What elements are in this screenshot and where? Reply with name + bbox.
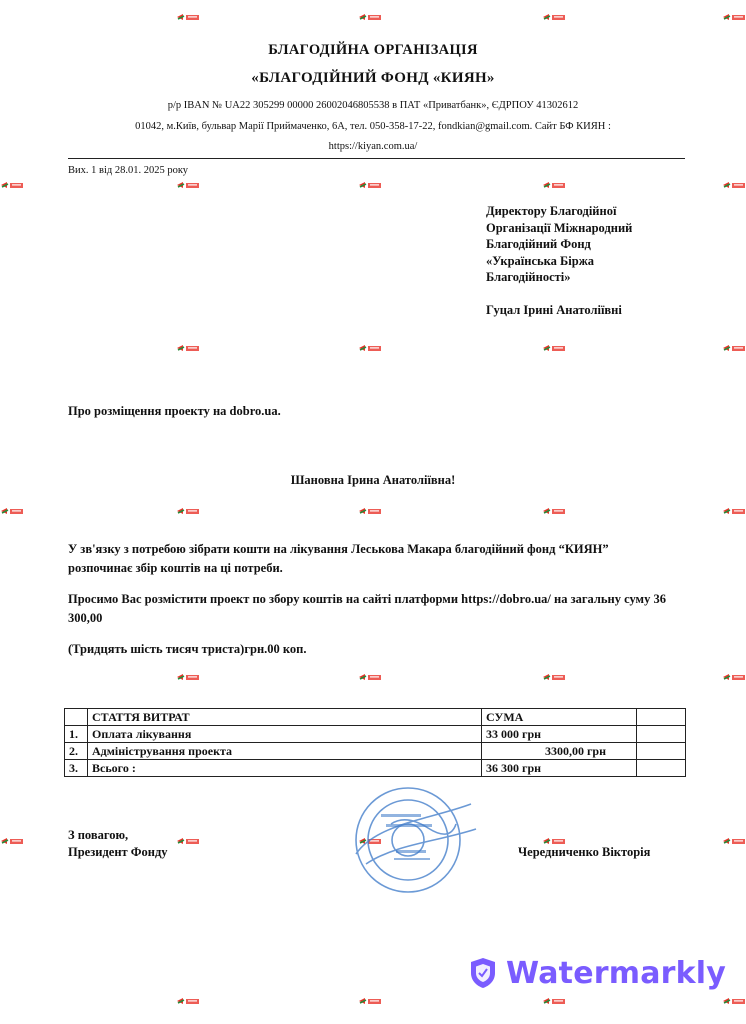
dobro-logo-icon [722,343,746,353]
dobro-logo-icon [176,836,200,846]
header-divider [68,158,685,159]
table-row [65,760,686,777]
table-row [65,743,686,760]
addressee-line: Директору Благодійної [486,204,617,218]
dobro-logo-icon [358,180,382,190]
addressee-name: Гуцал Ірині Анатоліївні [486,303,622,317]
table-row [65,726,686,743]
dobro-logo-icon [542,506,566,516]
dobro-logo-icon [0,836,24,846]
dobro-logo-icon [542,343,566,353]
dobro-logo-icon [722,836,746,846]
addressee-line: Благодійний Фонд [486,237,591,251]
dobro-logo-icon [722,180,746,190]
dobro-logo-icon [542,672,566,682]
dobro-logo-icon [176,180,200,190]
dobro-logo-icon [542,180,566,190]
row-number: 2. [65,743,88,760]
outgoing-number: Вих. 1 від 28.01. 2025 року [68,165,189,176]
dobro-logo-icon [358,672,382,682]
dobro-logo-icon [358,506,382,516]
dobro-logo-icon [542,996,566,1006]
row-item: Оплата лікування [88,726,482,743]
addressee-block [486,203,632,286]
addressee-line: Благодійності» [486,270,571,284]
address-contacts: 01042, м.Київ, бульвар Марії Приймаченко, 6А, тел. 050-358-17-22, fondkian@gmail.com. Сайт БФ КИЯН : [135,121,611,132]
table-header-item: СТАТТЯ ВИТРАТ [88,709,482,726]
table-cell [637,726,686,743]
table-cell [637,743,686,760]
dobro-logo-icon [176,996,200,1006]
row-sum: 33 000 грн [482,726,637,743]
body-paragraph-1: У зв'язку з потребою зібрати кошти на лікування Леськова Макара благодійний фонд “КИЯН” розпочинає збір коштів на ці потреби. [68,542,609,575]
fund-seal-icon [336,784,486,896]
shield-icon [468,956,498,990]
body-paragraph-3: (Тридцять шість тисяч триста)грн.00 коп. [68,642,307,656]
org-name-heading: «БЛАГОДІЙНИЙ ФОНД «КИЯН» [251,70,495,86]
table-cell [65,709,88,726]
watermark-brand-text: Watermarkly [506,955,727,991]
expenses-table [64,708,686,777]
row-number: 3. [65,760,88,777]
letter-subject: Про розміщення проекту на dobro.ua. [68,404,281,418]
watermark-brand [468,953,726,993]
dobro-logo-icon [358,12,382,22]
dobro-logo-icon [722,506,746,516]
dobro-logo-icon [722,12,746,22]
addressee-line: «Українська Біржа [486,253,595,268]
row-sum: 3300,00 грн [482,743,637,760]
row-item: Адміністрування проекта [88,743,482,760]
bank-requisites: р/р IBAN № UA22 305299 00000 26002046805538 в ПАТ «Приватбанк», ЄДРПОУ 41302612 [167,100,579,111]
dobro-logo-icon [176,672,200,682]
dobro-logo-icon [176,343,200,353]
table-cell [637,760,686,777]
signer-position: Президент Фонду [68,845,168,859]
row-item: Всього : [88,760,482,777]
website-link: https://kiyan.com.ua/ [328,141,418,152]
table-cell [637,709,686,726]
signer-name: Чередниченко Вікторія [518,845,651,859]
row-number: 1. [65,726,88,743]
body-paragraph-2: Просимо Вас розмістити проект по збору коштів на сайті платформи https://dobro.ua/ на загальну суму 36 300,00 [68,592,666,625]
table-header-row [65,709,686,726]
row-sum: 36 300 грн [482,760,637,777]
dobro-logo-icon [722,672,746,682]
table-header-sum: СУМА [482,709,637,726]
dobro-logo-icon [358,996,382,1006]
letter-greeting: Шановна Ірина Анатоліївна! [290,473,456,487]
closing-phrase: З повагою, [68,828,129,842]
dobro-logo-icon [0,180,24,190]
addressee-line: Організації Міжнародний [486,220,633,235]
org-type-heading: БЛАГОДІЙНА ОРГАНІЗАЦІЯ [268,42,478,58]
dobro-logo-icon [358,343,382,353]
dobro-logo-icon [722,996,746,1006]
dobro-logo-icon [176,506,200,516]
dobro-logo-icon [176,12,200,22]
signature-block [68,827,168,861]
dobro-logo-icon [542,12,566,22]
dobro-logo-icon [0,506,24,516]
